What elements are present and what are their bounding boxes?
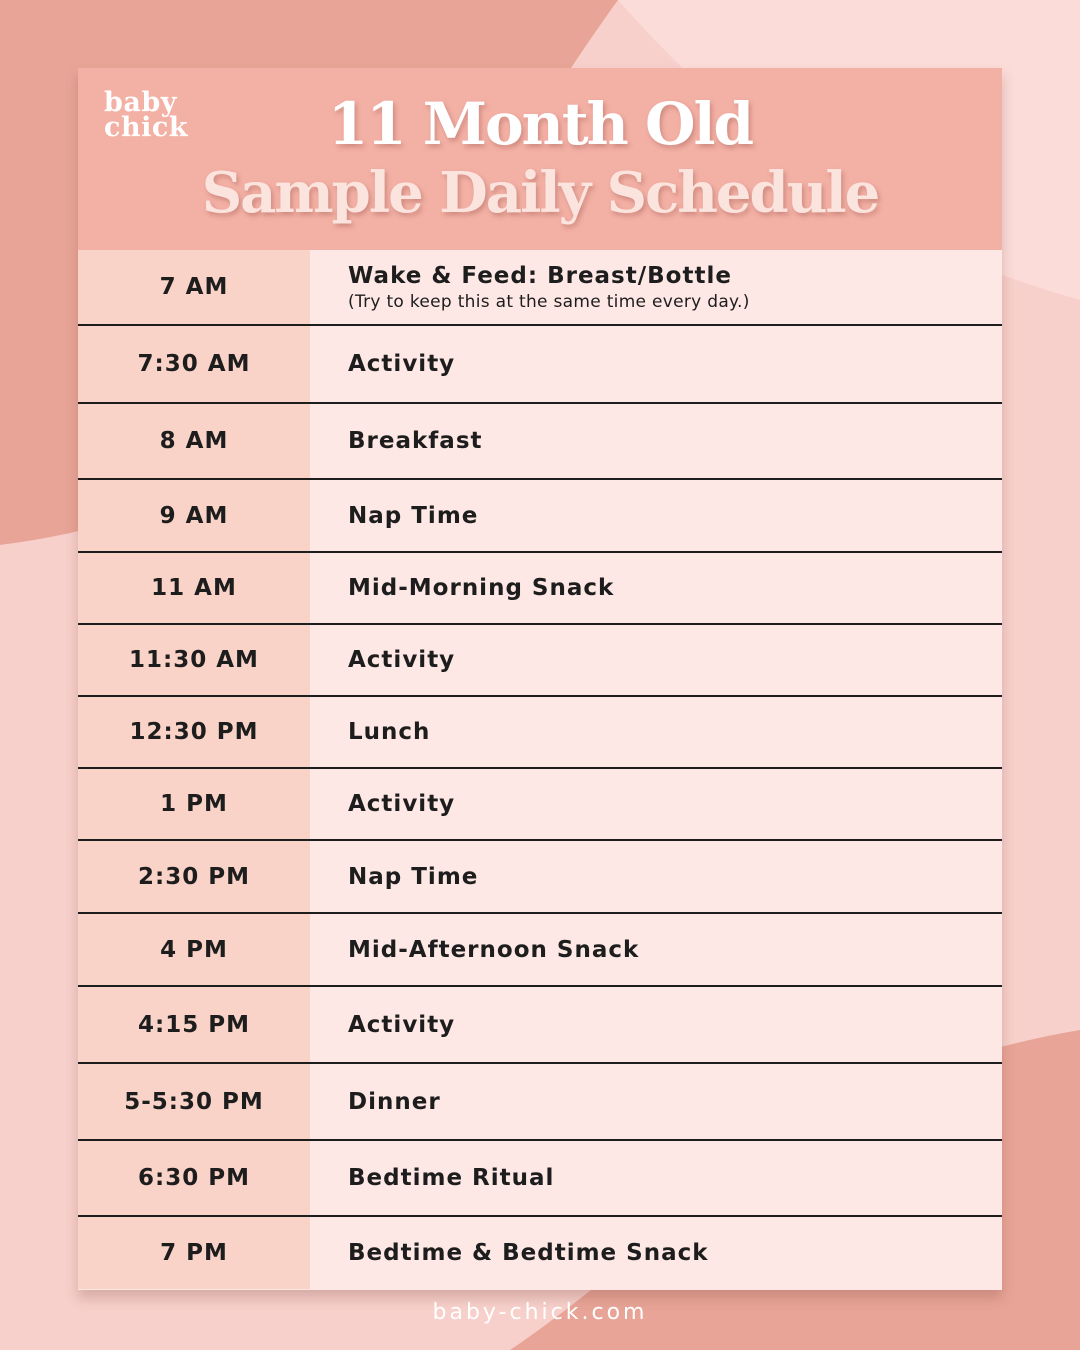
- schedule-activity-cell: [310, 1217, 1002, 1289]
- schedule-activity: Mid-Afternoon Snack: [348, 936, 640, 963]
- schedule-activity-cell: [310, 697, 1002, 767]
- schedule-time: 5-5:30 PM: [78, 1064, 310, 1139]
- schedule-activity: Breakfast: [348, 428, 483, 454]
- schedule-row: [78, 1064, 1002, 1141]
- logo-line-1: baby: [104, 87, 177, 118]
- schedule-time: 7 AM: [78, 250, 310, 324]
- schedule-time: 11 AM: [78, 553, 310, 623]
- schedule-time: 9 AM: [78, 480, 310, 551]
- schedule-time: 7 PM: [78, 1217, 310, 1289]
- schedule-row: [78, 625, 1002, 697]
- schedule-row: [78, 404, 1002, 480]
- footer-url: baby-chick.com: [432, 1300, 648, 1325]
- schedule-activity-cell: [310, 914, 1002, 985]
- schedule-activity-cell: [310, 404, 1002, 478]
- schedule-activity-cell: [310, 480, 1002, 551]
- page-title-line-1: 11 Month Old: [327, 90, 753, 158]
- schedule-activity: Bedtime Ritual: [348, 1165, 555, 1191]
- schedule-time: 1 PM: [78, 769, 310, 839]
- schedule-activity: Lunch: [348, 719, 431, 745]
- schedule-activity-cell: [310, 1141, 1002, 1215]
- schedule-activity: Nap Time: [348, 502, 479, 529]
- header-banner: [78, 68, 1002, 250]
- schedule-row: [78, 987, 1002, 1064]
- schedule-time: 6:30 PM: [78, 1141, 310, 1215]
- schedule-card: [78, 68, 1002, 1290]
- schedule-row: [78, 1217, 1002, 1289]
- page-title-line-2: Sample Daily Schedule: [201, 160, 879, 226]
- schedule-time: 8 AM: [78, 404, 310, 478]
- logo-line-2: chick: [104, 112, 188, 143]
- schedule-activity-cell: [310, 1064, 1002, 1139]
- schedule-activity: Activity: [348, 1011, 456, 1038]
- schedule-activity-cell: [310, 987, 1002, 1062]
- schedule-time: 4 PM: [78, 914, 310, 985]
- schedule-time: 11:30 AM: [78, 625, 310, 695]
- schedule-activity-cell: [310, 625, 1002, 695]
- schedule-row: [78, 914, 1002, 987]
- schedule-activity-cell: [310, 553, 1002, 623]
- schedule-time: 12:30 PM: [78, 697, 310, 767]
- schedule-table: [78, 250, 1002, 1289]
- schedule-activity-note: (Try to keep this at the same time every day.): [348, 291, 750, 312]
- schedule-activity: Activity: [348, 791, 456, 817]
- schedule-activity: Wake & Feed: Breast/Bottle: [348, 262, 732, 289]
- schedule-row: [78, 841, 1002, 914]
- schedule-row: [78, 326, 1002, 404]
- schedule-activity: Dinner: [348, 1088, 441, 1115]
- schedule-time: 4:15 PM: [78, 987, 310, 1062]
- schedule-activity-cell: [310, 769, 1002, 839]
- schedule-row: [78, 480, 1002, 553]
- schedule-activity: Activity: [348, 351, 456, 377]
- schedule-activity-cell: [310, 841, 1002, 912]
- schedule-row: [78, 697, 1002, 769]
- schedule-row: [78, 250, 1002, 326]
- schedule-time: 2:30 PM: [78, 841, 310, 912]
- schedule-activity: Bedtime & Bedtime Snack: [348, 1240, 709, 1266]
- schedule-activity: Nap Time: [348, 863, 479, 890]
- schedule-time: 7:30 AM: [78, 326, 310, 402]
- schedule-activity: Activity: [348, 647, 456, 673]
- schedule-row: [78, 553, 1002, 625]
- schedule-activity: Mid-Morning Snack: [348, 575, 615, 601]
- schedule-row: [78, 769, 1002, 841]
- schedule-activity-cell: [310, 250, 1002, 324]
- schedule-activity-cell: [310, 326, 1002, 402]
- schedule-row: [78, 1141, 1002, 1217]
